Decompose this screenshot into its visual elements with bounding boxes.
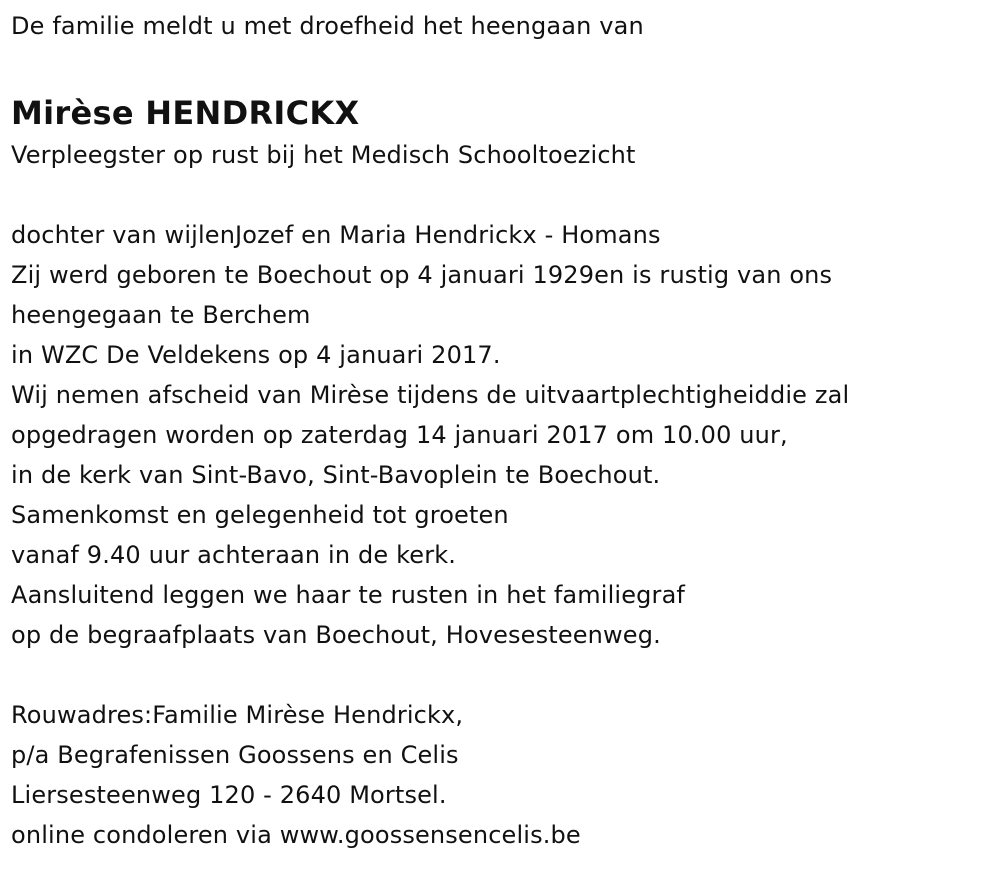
body-line: in WZC De Veldekens op 4 januari 2017. xyxy=(11,341,501,369)
body-line: heengegaan te Berchem xyxy=(11,301,311,329)
death-notice xyxy=(11,0,991,855)
deceased-name: Mirèse HENDRICKX xyxy=(11,94,360,132)
spacer xyxy=(11,655,991,695)
body-line: Wij nemen afscheid van Mirèse tijdens de uitvaartplechtigheiddie zal xyxy=(11,381,850,409)
body-line: dochter van wijlenJozef en Maria Hendrickx - Homans xyxy=(11,221,661,249)
body-line: Samenkomst en gelegenheid tot groeten xyxy=(11,501,509,529)
body-line: opgedragen worden op zaterdag 14 januari 2017 om 10.00 uur, xyxy=(11,421,788,449)
address-line: Liersesteenweg 120 - 2640 Mortsel. xyxy=(11,781,447,809)
body-line: in de kerk van Sint-Bavo, Sint-Bavoplein te Boechout. xyxy=(11,461,661,489)
notice-body xyxy=(11,215,991,655)
address-block xyxy=(11,695,991,855)
intro-text: De familie meldt u met droefheid het heengaan van xyxy=(11,12,644,40)
address-line: Rouwadres:Familie Mirèse Hendrickx, xyxy=(11,701,464,729)
body-line: vanaf 9.40 uur achteraan in de kerk. xyxy=(11,541,457,569)
condolence-website-line: online condoleren via www.goossensencelis.be xyxy=(11,821,581,849)
body-line: Aansluitend leggen we haar te rusten in het familiegraf xyxy=(11,581,686,609)
occupation-text: Verpleegster op rust bij het Medisch Schooltoezicht xyxy=(11,141,636,169)
address-line: p/a Begrafenissen Goossens en Celis xyxy=(11,741,459,769)
body-line: op de begraafplaats van Boechout, Hovesesteenweg. xyxy=(11,621,661,649)
body-line: Zij werd geboren te Boechout op 4 januari 1929en is rustig van ons xyxy=(11,261,833,289)
spacer xyxy=(11,175,991,215)
